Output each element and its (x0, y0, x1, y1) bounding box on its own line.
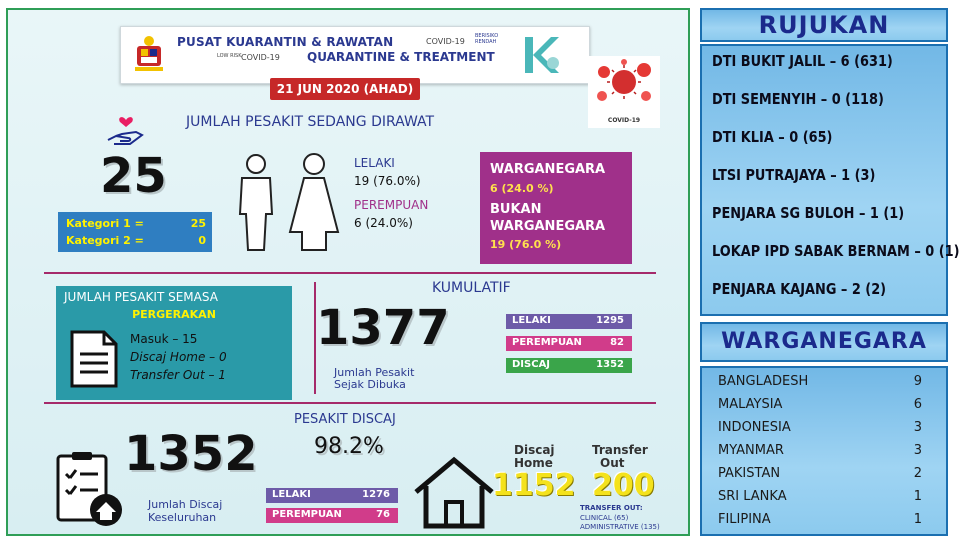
dirawat-title: JUMLAH PESAKIT SEDANG DIRAWAT (186, 114, 435, 130)
discaj-home-label: Discaj (514, 443, 555, 457)
pill-label: PEREMPUAN (512, 337, 582, 348)
kategori-value: 0 (198, 234, 206, 247)
country-name: SRI LANKA (718, 489, 787, 504)
document-icon (68, 330, 120, 388)
country-name: FILIPINA (718, 512, 771, 527)
center-logo-icon (521, 33, 565, 77)
discaj-home-value: 1152 (492, 468, 576, 503)
kumulatif-caption-2: Sejak Dibuka (334, 378, 406, 391)
warganegara-value: 6 (24.0 %) (490, 182, 554, 195)
banner-subtitle: QUARANTINE & TREATMENT (307, 50, 495, 64)
discaj-lelaki (266, 488, 398, 503)
kumulatif-perempuan (506, 336, 632, 351)
kumulatif-title: KUMULATIF (432, 280, 511, 296)
header-banner (120, 26, 590, 84)
transfer-admin: ADMINISTRATIVE (135) (580, 523, 660, 531)
bukan-value: 19 (76.0 %) (490, 238, 562, 251)
transfer-out-value: 200 (592, 468, 655, 503)
pill-value: 1276 (362, 489, 390, 500)
lelaki-label: LELAKI (354, 156, 395, 170)
banner-low-risk: LOW RISK (217, 53, 242, 59)
rujukan-title: RUJUKAN (758, 11, 890, 39)
list-item: DTI KLIA – 0 (65) (712, 128, 833, 146)
divider (44, 402, 656, 404)
pill-value: 1352 (596, 359, 624, 370)
warganegara-list (700, 366, 948, 536)
lelaki-value: 19 (76.0%) (354, 174, 421, 188)
country-count: 3 (913, 443, 922, 458)
banner-covid-label: COVID-19 (241, 53, 280, 62)
pill-label: DISCAJ (512, 359, 551, 370)
pill-label: PEREMPUAN (272, 509, 342, 520)
country-count: 3 (913, 420, 922, 435)
bukan-label-2: WARGANEGARA (490, 219, 606, 234)
kumulatif-lelaki (506, 314, 632, 329)
report-date: 21 JUN 2020 (AHAD) (270, 78, 420, 100)
care-hand-icon (106, 110, 146, 150)
kategori-box (58, 212, 212, 252)
malaysia-crest-icon (131, 35, 167, 75)
discaj-home-label-2: Home (514, 456, 553, 470)
country-name: BANGLADESH (718, 374, 809, 389)
warganegara-label: WARGANEGARA (490, 162, 606, 177)
discaj-title: PESAKIT DISCAJ (294, 412, 396, 427)
discaj-caption: Jumlah Discaj (148, 498, 223, 511)
warganegara-header (700, 322, 948, 362)
pill-value: 1295 (596, 315, 624, 326)
discaj-caption-2: Keseluruhan (148, 511, 217, 524)
citizenship-box (480, 152, 632, 264)
kategori-row (66, 234, 206, 250)
pill-value: 76 (376, 509, 390, 520)
discaj-perempuan (266, 508, 398, 523)
summary-panel (6, 8, 690, 536)
kategori-row (66, 217, 206, 233)
kumulatif-caption: Jumlah Pesakit (334, 366, 415, 379)
bukan-label: BUKAN (490, 202, 542, 217)
perempuan-value: 6 (24.0%) (354, 216, 413, 230)
pill-label: LELAKI (272, 489, 311, 500)
country-name: PAKISTAN (718, 466, 781, 481)
kategori-label: Kategori 1 = (66, 217, 144, 230)
semasa-item: Masuk – 15 (130, 332, 198, 346)
kumulatif-total: 1377 (316, 300, 450, 356)
dirawat-total: 25 (100, 148, 167, 204)
clipboard-home-icon (54, 450, 124, 528)
country-count: 1 (913, 512, 922, 527)
perempuan-label: PEREMPUAN (354, 198, 429, 212)
house-icon (412, 456, 496, 530)
covid-virus-image (588, 56, 660, 128)
transfer-clinical: CLINICAL (65) (580, 514, 629, 522)
banner-covid-tag: COVID-19 (426, 37, 465, 46)
semasa-title: JUMLAH PESAKIT SEMASA (64, 290, 218, 304)
transfer-out-label: Transfer (592, 443, 648, 457)
list-item: DTI BUKIT JALIL – 6 (631) (712, 52, 893, 70)
list-item: PENJARA SG BULOH – 1 (1) (712, 204, 905, 222)
country-count: 1 (913, 489, 922, 504)
discaj-total: 1352 (124, 426, 258, 482)
kategori-label: Kategori 2 = (66, 234, 144, 247)
list-item: LOKAP IPD SABAK BERNAM – 0 (1) (712, 242, 960, 260)
pill-label: LELAKI (512, 315, 551, 326)
kategori-value: 25 (190, 217, 206, 230)
semasa-item: Discaj Home – 0 (130, 350, 227, 364)
transfer-out-label-2: Out (600, 456, 625, 470)
banner-risk-tag: BERISIKO RENDAH (475, 33, 499, 45)
male-female-icon (226, 152, 348, 252)
virus-caption: COVID-19 (607, 117, 641, 124)
rujukan-list (700, 44, 960, 316)
country-count: 6 (913, 397, 922, 412)
warganegara-title: WARGANEGARA (721, 329, 927, 354)
pill-value: 82 (610, 337, 624, 348)
kumulatif-discaj (506, 358, 632, 373)
transfer-out-title: TRANSFER OUT: (580, 504, 643, 512)
country-name: MYANMAR (718, 443, 784, 458)
semasa-subtitle: PERGERAKAN (132, 308, 216, 321)
banner-title: PUSAT KUARANTIN & RAWATAN (177, 35, 394, 49)
discaj-percent: 98.2% (314, 434, 384, 459)
country-name: INDONESIA (718, 420, 791, 435)
list-item: DTI SEMENYIH – 0 (118) (712, 90, 884, 108)
semasa-box (56, 286, 292, 400)
divider (44, 272, 656, 274)
list-item: PENJARA KAJANG – 2 (2) (712, 280, 887, 298)
virus-icon (588, 56, 660, 116)
country-name: MALAYSIA (718, 397, 783, 412)
country-count: 2 (913, 466, 922, 481)
semasa-item: Transfer Out – 1 (130, 368, 226, 382)
rujukan-header (700, 8, 948, 42)
country-count: 9 (913, 374, 922, 389)
list-item: LTSI PUTRAJAYA – 1 (3) (712, 166, 876, 184)
